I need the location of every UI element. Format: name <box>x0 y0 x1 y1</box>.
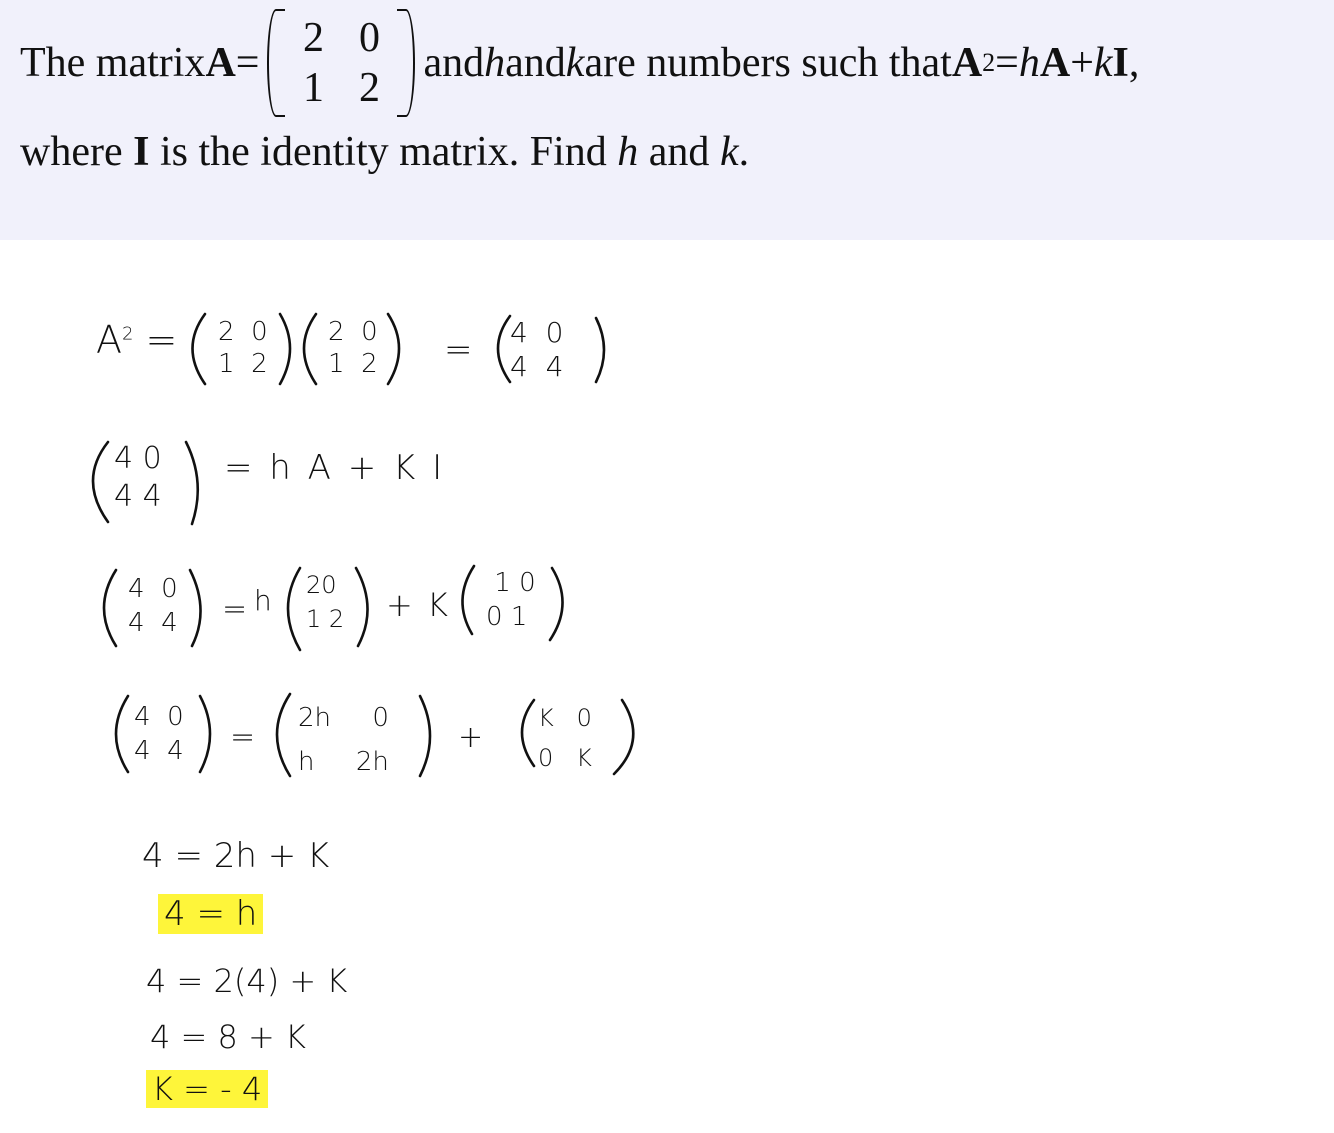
equals-sign: = <box>145 318 178 362</box>
matrix-name: A <box>1039 40 1071 86</box>
exponent: 2 <box>122 323 134 345</box>
question-text: are numbers such that <box>584 40 952 86</box>
matrix-cell: 2 <box>306 571 322 599</box>
matrix-cell: 0 <box>358 15 380 61</box>
matrix-name: A <box>205 40 236 86</box>
matrix-cell: 2 <box>251 349 268 379</box>
matrix-cell: K <box>538 704 554 732</box>
step4-k-matrix <box>538 698 592 778</box>
equals-sign: = <box>444 330 473 370</box>
step3-I-matrix <box>486 566 536 634</box>
matrix-cell: 0 <box>251 317 268 347</box>
step4-h-matrix <box>298 696 389 784</box>
step1-matrix1 <box>218 316 268 380</box>
matrix-cell: 4 <box>510 350 528 383</box>
var-k: k <box>1093 40 1113 86</box>
question-text: and <box>423 40 485 86</box>
plus-sign: + <box>458 720 484 755</box>
step1-matrix2 <box>328 316 378 380</box>
step3-A-matrix <box>306 568 344 636</box>
matrix-cell: 0 <box>538 744 554 772</box>
matrix-cell: 0 <box>576 704 592 732</box>
matrix-cell: 2 <box>358 65 380 111</box>
matrix-cell: 2h <box>298 703 332 733</box>
matrix-cell: 2 <box>328 317 345 347</box>
equals-sign: = <box>222 592 248 627</box>
matrix-name: A <box>951 40 983 86</box>
matrix-cell: 4 <box>167 736 184 766</box>
matrix-cell: 2 <box>361 349 378 379</box>
matrix-cell: 0 <box>142 441 162 476</box>
question-line-1 <box>20 8 1139 118</box>
equals-sign: = <box>230 720 256 755</box>
var-h: h <box>1018 40 1040 86</box>
matrix-cell: 0 <box>161 574 178 604</box>
var-h: h <box>617 129 639 175</box>
matrix-cell: 1 <box>510 602 528 632</box>
matrix-cell: 2 <box>328 605 345 633</box>
question-line-2 <box>20 128 749 176</box>
matrix-cell: 1 <box>306 605 322 633</box>
answer-h-highlight: 4 = h <box>158 894 263 934</box>
matrix-cell: 1 <box>328 349 345 379</box>
equals-sign: = <box>235 40 260 86</box>
matrix-cell: 4 <box>128 608 145 638</box>
equation-4: 4 = 8 + K <box>150 1018 307 1056</box>
matrix-cell: 2 <box>302 15 324 61</box>
matrix-cell: 0 <box>167 702 184 732</box>
step2-matrix <box>114 440 162 516</box>
question-text: where <box>20 129 134 175</box>
matrix-cell: 4 <box>161 608 178 638</box>
matrix-cell: K <box>576 744 592 772</box>
plus-k: + K <box>386 586 448 624</box>
matrix-cell: 1 <box>218 349 235 379</box>
right-paren <box>397 9 415 117</box>
matrix-cell: 4 <box>128 574 145 604</box>
matrix-cell: 4 <box>114 479 134 514</box>
step2-rhs: = h A + K I <box>224 448 443 488</box>
matrix-cell: 4 <box>134 736 151 766</box>
left-paren <box>267 9 285 117</box>
matrix-cell: 4 <box>134 702 151 732</box>
question-text: and <box>505 40 566 86</box>
matrix-cell: h <box>298 747 315 777</box>
var-k: k <box>719 129 739 175</box>
question-text: . <box>738 129 750 175</box>
plus-sign: + <box>1070 40 1094 86</box>
equals-sign: = <box>995 40 1019 86</box>
question-text: is the identity matrix. Find <box>149 129 618 175</box>
matrix-cell: 4 <box>545 350 564 383</box>
var-k: k <box>565 40 585 86</box>
matrix-cell: 1 <box>302 65 324 111</box>
question-panel <box>0 0 1334 240</box>
matrix-cell: 4 <box>114 441 134 476</box>
A-label: A <box>96 318 122 362</box>
step4-lhs-matrix <box>134 700 184 768</box>
matrix-cell: 4 <box>142 479 162 514</box>
matrix-cell: 0 <box>372 703 389 733</box>
answer-k-highlight: K = - 4 <box>146 1070 268 1108</box>
matrix-cell: 1 <box>494 568 511 598</box>
question-text: and <box>638 129 720 175</box>
step3-lhs-matrix <box>128 572 178 640</box>
matrix-cell: 0 <box>486 602 503 632</box>
identity-name: I <box>133 129 150 175</box>
identity-name: I <box>1112 40 1129 86</box>
matrix-cell: 0 <box>519 568 536 598</box>
equation-3: 4 = 2(4) + K <box>146 962 348 1000</box>
matrix-cell: 4 <box>510 316 528 349</box>
comma: , <box>1128 40 1140 86</box>
equation-1: 4 = 2h + K <box>142 836 330 876</box>
var-h: h <box>484 40 506 86</box>
exponent: 2 <box>982 48 996 77</box>
var-h: h <box>254 584 272 617</box>
step1-matrix3 <box>510 316 563 384</box>
question-text: The matrix <box>20 40 206 86</box>
matrix-A <box>267 9 415 117</box>
matrix-cell: 2 <box>218 317 235 347</box>
matrix-cell: 0 <box>321 571 337 599</box>
matrix-cell: 2h <box>355 747 389 777</box>
matrix-cell: 0 <box>361 317 378 347</box>
matrix-cell: 0 <box>545 316 564 349</box>
